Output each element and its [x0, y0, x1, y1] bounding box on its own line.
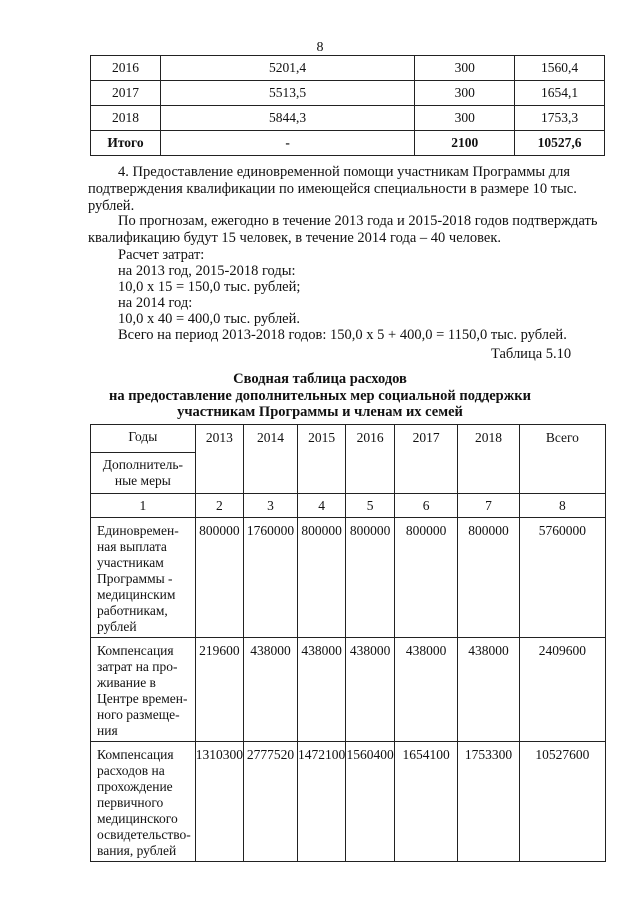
row-label: Единовремен- ная выплата участникам Программы - медицинским работникам, рублей — [91, 518, 196, 638]
calc-total: Всего на период 2013-2018 годов: 150,0 х 5 + 400,0 = 1150,0 тыс. рублей. — [118, 327, 567, 343]
header-measures: Дополнитель- ные меры — [91, 453, 196, 494]
table-row — [91, 638, 606, 742]
table-cell: 438000 — [395, 638, 458, 742]
table-row — [91, 742, 606, 862]
column-number: 6 — [395, 494, 458, 518]
header-year: 2014 — [244, 425, 298, 494]
column-number: 1 — [91, 494, 196, 518]
table-cell: 438000 — [297, 638, 345, 742]
table-cell: 10527600 — [519, 742, 605, 862]
table-cell: 2017 — [91, 81, 161, 106]
column-number: 8 — [519, 494, 605, 518]
table-cell: 1310300 — [195, 742, 243, 862]
table-row — [91, 518, 606, 638]
total-cell: 2100 — [415, 131, 515, 156]
header-total: Всего — [519, 425, 605, 494]
column-number: 4 — [297, 494, 345, 518]
table-title-line2: на предоставление дополнительных мер социальной поддержки — [109, 388, 531, 404]
paragraph-4-line2: подтверждения квалификации по имеющейся специальности в размере 10 тыс. — [88, 181, 577, 197]
table-row — [91, 106, 605, 131]
table-title-line1: Сводная таблица расходов — [233, 371, 407, 387]
total-row — [91, 131, 605, 156]
column-number: 2 — [195, 494, 243, 518]
table-cell: 1654,1 — [515, 81, 605, 106]
calc-title: Расчет затрат: — [118, 247, 205, 263]
total-label: Итого — [91, 131, 161, 156]
column-number: 7 — [458, 494, 520, 518]
column-number-row — [91, 494, 606, 518]
table-cell: 800000 — [395, 518, 458, 638]
table-label: Таблица 5.10 — [491, 346, 572, 362]
table-cell: 800000 — [458, 518, 520, 638]
top-table — [90, 55, 605, 156]
paragraph-4-line1: 4. Предоставление единовременной помощи участникам Программы для — [118, 164, 571, 180]
calc-line: 10,0 х 15 = 150,0 тыс. рублей; — [118, 279, 301, 295]
total-cell: - — [160, 131, 414, 156]
table-cell: 438000 — [346, 638, 395, 742]
table-cell: 438000 — [244, 638, 298, 742]
header-year: 2013 — [195, 425, 243, 494]
summary-table — [90, 424, 606, 862]
table-cell: 219600 — [195, 638, 243, 742]
row-label: Компенсация расходов на прохождение первичного медицинского освидетельство- вания, рублей — [91, 742, 196, 862]
header-year: 2015 — [297, 425, 345, 494]
table-cell: 1560,4 — [515, 56, 605, 81]
table-cell: 2016 — [91, 56, 161, 81]
header-year: 2017 — [395, 425, 458, 494]
table-cell: 5513,5 — [160, 81, 414, 106]
table-cell: 300 — [415, 106, 515, 131]
table-cell: 5760000 — [519, 518, 605, 638]
page-number: 8 — [316, 40, 324, 55]
forecast-line2: квалификацию будут 15 человек, в течение 2014 года – 40 человек. — [88, 230, 501, 246]
table-cell: 300 — [415, 56, 515, 81]
header-row — [91, 425, 606, 453]
header-year: 2016 — [346, 425, 395, 494]
table-cell: 5201,4 — [160, 56, 414, 81]
calc-line: 10,0 х 40 = 400,0 тыс. рублей. — [118, 311, 301, 327]
table-cell: 800000 — [346, 518, 395, 638]
table-cell: 5844,3 — [160, 106, 414, 131]
paragraph-4-line3: рублей. — [88, 198, 135, 214]
table-cell: 800000 — [297, 518, 345, 638]
table-cell: 1760000 — [244, 518, 298, 638]
header-year: 2018 — [458, 425, 520, 494]
table-cell: 1753,3 — [515, 106, 605, 131]
table-cell: 1753300 — [458, 742, 520, 862]
table-row — [91, 81, 605, 106]
header-years: Годы — [91, 425, 196, 453]
calc-line: на 2013 год, 2015-2018 годы: — [118, 263, 296, 279]
table-cell: 438000 — [458, 638, 520, 742]
table-cell: 2409600 — [519, 638, 605, 742]
table-cell: 1560400 — [346, 742, 395, 862]
table-cell: 300 — [415, 81, 515, 106]
column-number: 3 — [244, 494, 298, 518]
table-row — [91, 56, 605, 81]
table-cell: 1654100 — [395, 742, 458, 862]
calc-line: на 2014 год: — [118, 295, 193, 311]
table-cell: 800000 — [195, 518, 243, 638]
table-cell: 1472100 — [297, 742, 345, 862]
table-cell: 2018 — [91, 106, 161, 131]
table-title-line3: участникам Программы и членам их семей — [177, 404, 463, 420]
table-cell: 2777520 — [244, 742, 298, 862]
row-label: Компенсация затрат на про- живание в Центре времен- ного размеще- ния — [91, 638, 196, 742]
total-cell: 10527,6 — [515, 131, 605, 156]
column-number: 5 — [346, 494, 395, 518]
forecast-line1: По прогнозам, ежегодно в течение 2013 года и 2015-2018 годов подтверждать — [118, 213, 598, 229]
